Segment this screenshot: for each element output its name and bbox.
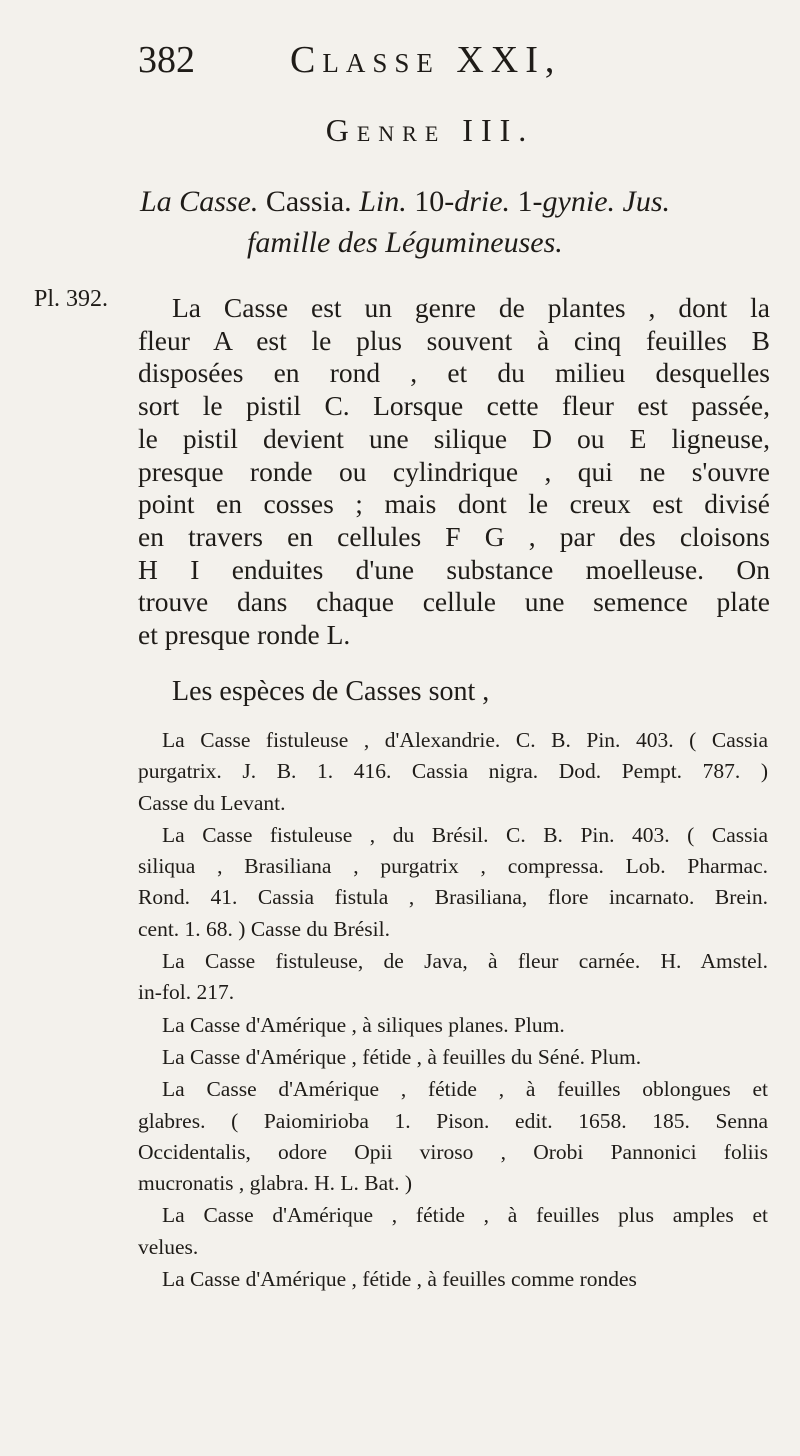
taxon-segment: Lin. (359, 185, 407, 218)
species-entry (138, 1010, 768, 1041)
species-entry (138, 820, 768, 945)
species-list (138, 725, 768, 1296)
species-entry (138, 1042, 768, 1073)
text-line: Occidentalis, odore Opii viroso , Orobi Pannonici foliis (138, 1139, 768, 1164)
text-line: et presque ronde L. (138, 619, 351, 651)
text-line: sort le pistil C. Lorsque cette fleur est passée, (138, 390, 770, 422)
taxon-line-2: famille des Légumineuses. (247, 226, 563, 259)
text-line: La Casse d'Amérique , fétide , à feuilles oblongues et (162, 1077, 768, 1102)
text-line: cent. 1. 68. ) Casse du Brésil. (138, 916, 390, 941)
taxon-segment: 1- (510, 185, 543, 218)
text-line: trouve dans chaque cellule une semence plate (138, 586, 770, 618)
text-line: le pistil devient une silique D ou E ligneuse, (138, 422, 770, 454)
text-line: La Casse fistuleuse , d'Alexandrie. C. B. Pin. 403. ( Cassia (162, 728, 768, 752)
text-line: La Casse fistuleuse , du Brésil. C. B. Pin. 403. ( Cassia (162, 822, 768, 847)
taxon-segment: 10- (406, 185, 455, 218)
text-line: velues. (138, 1234, 199, 1259)
taxon-line-1 (140, 185, 780, 219)
text-line: La Casse d'Amérique , fétide , à feuilles plus amples et (162, 1203, 768, 1228)
text-line: La Casse est un genre de plantes , dont la (172, 292, 770, 323)
genre-heading: Genre III. (325, 112, 535, 148)
taxon-segment: gynie. Jus. (542, 185, 671, 218)
page-header (138, 38, 658, 88)
text-line: La Casse d'Amérique , fétide , à feuilles comme rondes (162, 1267, 637, 1292)
text-line: en travers en cellules F G , par des cloisons (138, 520, 770, 552)
text-line: presque ronde ou cylindrique , qui ne s'ouvre (138, 455, 770, 487)
species-entry (138, 1200, 768, 1263)
species-entry (138, 946, 768, 1009)
species-entry (138, 1264, 768, 1295)
text-line: H I enduites d'une substance moelleuse. On (138, 553, 770, 585)
text-line: La Casse d'Amérique , fétide , à feuilles du Séné. Plum. (162, 1044, 642, 1069)
species-heading: Les espèces de Casses sont , (172, 676, 490, 707)
text-line: Casse du Levant. (138, 790, 286, 815)
plate-reference: Pl. 392. (34, 286, 109, 312)
text-line: disposées en rond , et du milieu desquelles (138, 357, 770, 389)
taxon-segment: Cassia. (258, 185, 360, 218)
text-line: fleur A est le plus souvent à cinq feuilles B (138, 324, 770, 356)
text-line: in-fol. 217. (138, 980, 235, 1005)
text-line: purgatrix. J. B. 1. 416. Cassia nigra. Dod. Pempt. 787. ) (138, 759, 768, 784)
page-number: 382 (138, 39, 195, 81)
species-entry (138, 725, 768, 819)
text-line: Rond. 41. Cassia fistula , Brasiliana, flore incarnato. Brein. (138, 885, 768, 910)
text-line: glabres. ( Paiomirioba 1. Pison. edit. 1658. 185. Senna (138, 1108, 768, 1133)
text-line: siliqua , Brasiliana , purgatrix , compressa. Lob. Pharmac. (138, 854, 768, 879)
taxon-segment: La Casse. (140, 185, 259, 218)
text-line: point en cosses ; mais dont le creux est divisé (138, 488, 770, 520)
taxon-segment: drie. (454, 185, 511, 218)
text-line: La Casse fistuleuse, de Java, à fleur carnée. H. Amstel. (162, 949, 768, 974)
text-line: La Casse d'Amérique , à siliques planes. Plum. (162, 1012, 565, 1037)
species-entry (138, 1074, 768, 1199)
text-line: mucronatis , glabra. H. L. Bat. ) (138, 1171, 413, 1196)
intro-paragraph (138, 292, 770, 652)
running-title: Classe XXI, (290, 39, 562, 81)
